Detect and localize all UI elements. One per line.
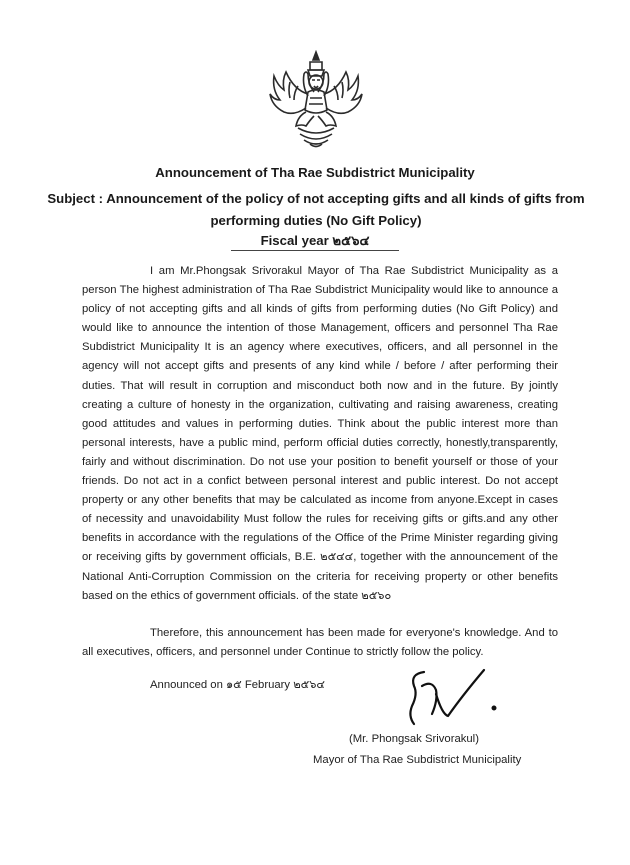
- announcement-date: Announced on ๑๕ February ๒๕๖๔: [150, 679, 325, 691]
- announcement-subject: Subject : Announcement of the policy of not accepting gifts and all kinds of gifts from performing duties (No Gift Policy): [47, 191, 585, 228]
- announcement-title: Announcement of Tha Rae Subdistrict Municipality: [155, 165, 475, 180]
- title-underline: [231, 250, 399, 251]
- signer-name: (Mr. Phongsak Srivorakul): [349, 733, 479, 745]
- fiscal-year: Fiscal year ๒๕๖๔: [260, 233, 370, 248]
- signature-mark: [394, 664, 504, 728]
- body-paragraph: I am Mr.Phongsak Srivorakul Mayor of Tha Rae Subdistrict Municipality as a person The highest administration of Tha Rae Subdistrict Municipality would like to announce a policy of not accepting gifts and all kinds of gifts from performing duties (No Gift Policy) and would like to announce the intention of those Management, officers and personnel Tha Rae Subdistrict Municipality It is an agency where executives, officers, and all personnel in the agency will not accept gifts and presents of any kind while / before / after performing their duties. That will result in corruption and misconduct both now and in the future. By jointly creating a culture of honesty in the organization, cultivating and raising awareness, creating good attitudes and values in performing duties. Think about the public interest more than personal interests, have a public mind, perform official duties correctly, honestly,transparently, fairly and without discrimination. Do not use your position to benefit yourself or those of your friends. Do not act in a confict between personal interest and public interest. Do not accept property or any other benefits that may be calculated as income from anyone.Except in cases of necessity and unavoidability Must follow the rules for receiving gifts or gifts.and any other benefits in accordance with the regulations of the Office of the Prime Minister regarding giving or receiving gifts by government officials, B.E. ๒๕๔๔, together with the announcement of the National Anti-Corruption Commission on the criteria for receiving property or other benefits based on the ethics of government officials. of the state ๒๕๖๐: [82, 265, 558, 602]
- closing-paragraph: Therefore, this announcement has been made for everyone's knowledge. And to all executives, officers, and personnel under Continue to strictly follow the policy.: [82, 627, 558, 659]
- signer-title: Mayor of Tha Rae Subdistrict Municipality: [313, 754, 522, 766]
- garuda-emblem-icon: [268, 50, 364, 150]
